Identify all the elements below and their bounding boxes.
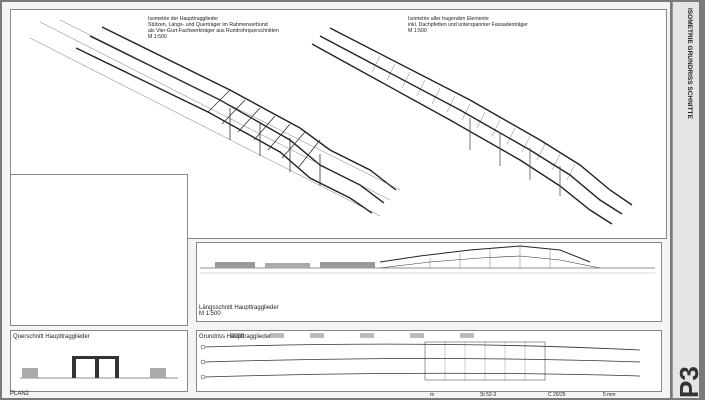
querschnitt-title: Querschnitt Haupttragglieder [13, 334, 90, 340]
iso2-line: Isometrie aller tragenden Elemente [408, 16, 489, 22]
concrete-grade: C 20/25 [548, 392, 566, 398]
grundriss-drawing [201, 333, 640, 380]
iso2-line: M 1:500 [408, 28, 427, 34]
iso1-caption [148, 16, 288, 40]
sheet-number: P3 [674, 366, 704, 398]
querschnitt-caption [13, 334, 90, 340]
iso2-caption [408, 16, 548, 34]
laengsschnitt-drawing [200, 246, 655, 273]
iso1-line: Stützen, Längs- und Querträger im Rahmenverbund [148, 22, 268, 28]
iso2-girders [312, 28, 632, 224]
steel-grade: St 52-3 [480, 392, 497, 398]
iso1-line: M 1:500 [148, 34, 167, 40]
grundriss-title: Grundriss Haupttragglieder [199, 334, 272, 340]
iso1-girders [76, 27, 396, 213]
iso1-line: Isometrie der Haupttragglieder [148, 16, 219, 22]
iso2-line: inkl. Dachpfetten und unterspannter Fassadenträger [408, 22, 528, 28]
querschnitt-drawing [20, 356, 178, 378]
iso1-line: als Vier-Gurt-Fachwerkträger aus Rundrohrquerschnitten [148, 28, 279, 34]
strip-heading: ISOMETRIE GRUNDRISS SCHNITTE [686, 8, 693, 119]
title-strip [672, 2, 699, 398]
plan-label: PLAN2 [10, 391, 30, 397]
laengsschnitt-scale: M 1:500 [199, 311, 221, 317]
dimension-label: 5 mm [603, 392, 616, 398]
laengsschnitt-caption [199, 305, 349, 317]
unit-label: m [430, 392, 435, 398]
laengsschnitt-title: Längsschnitt Haupttragglieder [199, 305, 279, 311]
grundriss-caption [199, 334, 271, 340]
